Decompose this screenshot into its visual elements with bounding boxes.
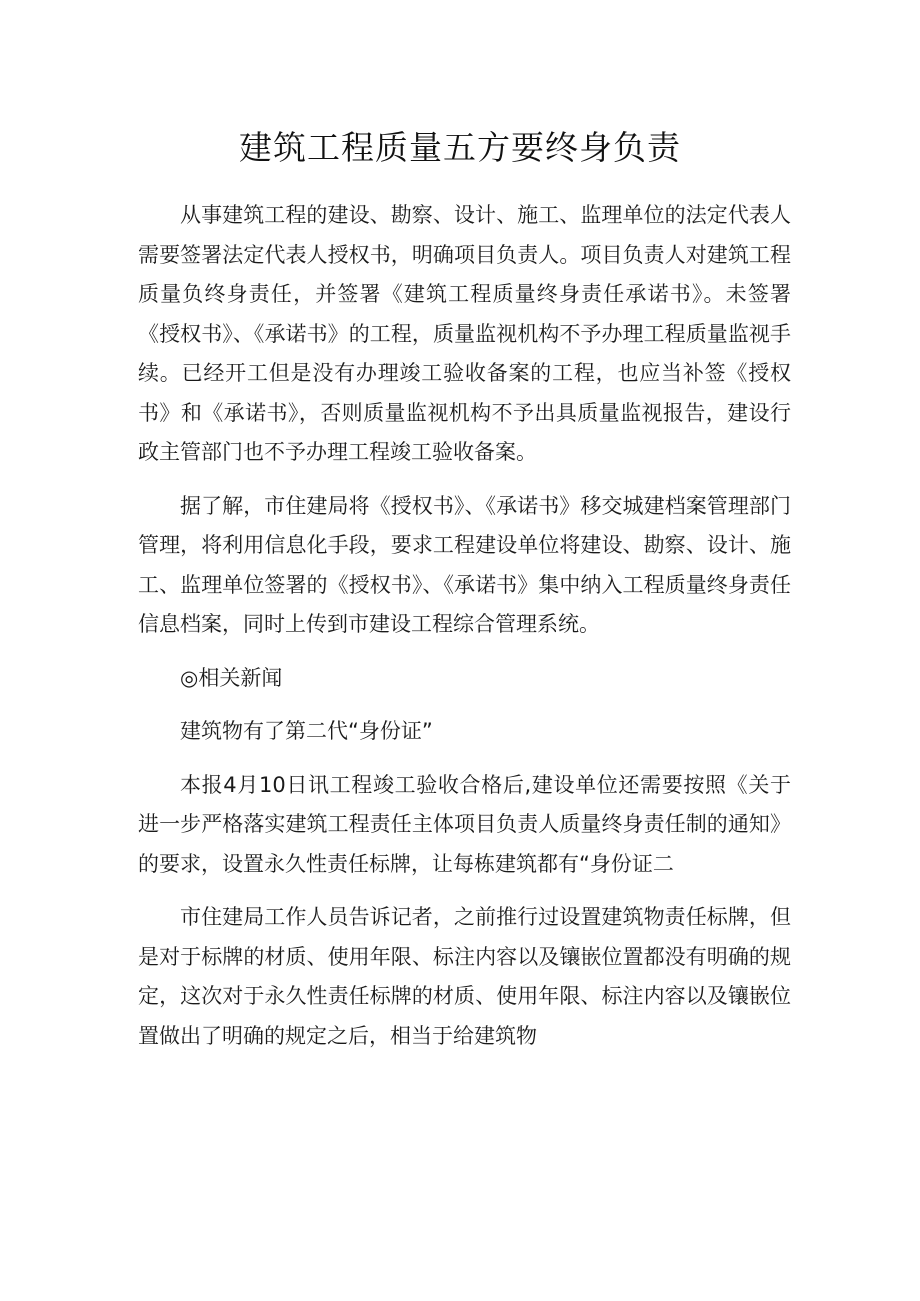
related-news-heading: ◎相关新闻 xyxy=(180,665,283,690)
paragraph-news-report: 本报4月10日讯工程竣工验收合格后,建设单位还需要按照《关于进一步严格落实建筑工程责任主体项目负责人质量终身责任制的通知》的要求，设置永久性责任标牌，让每栋建筑都有“身份证二 xyxy=(138,772,791,876)
paragraph-archives: 据了解，市住建局将《授权书》、《承诺书》移交城建档案管理部门管理，将利用信息化手段，要求工程建设单位将建设、勘察、设计、施工、监理单位签署的《授权书》、《承诺书》集中纳入工程质量终身责任信息档案，同时上传到市建设工程综合管理系统。 xyxy=(138,493,791,636)
paragraph-staff-statement: 市住建局工作人员告诉记者，之前推行过设置建筑物责任标牌，但是对于标牌的材质、使用年限、标注内容以及镶嵌位置都没有明确的规定，这次对于永久性责任标牌的材质、使用年限、标注内容以及镶嵌位置做出了明确的规定之后，相当于给建筑物 xyxy=(138,905,791,1048)
news-headline: 建筑物有了第二代“身份证” xyxy=(180,719,433,743)
document-body xyxy=(138,196,791,1070)
paragraph-responsibility: 从事建筑工程的建设、勘察、设计、施工、监理单位的法定代表人需要签署法定代表人授权书，明确项目负责人。项目负责人对建筑工程质量负终身责任，并签署《建筑工程质量终身责任承诺书》。未签署《授权书》、《承诺书》的工程，质量监视机构不予办理工程质量监视手续。已经开工但是没有办理竣工验收备案的工程，也应当补签《授权书》和《承诺书》，否则质量监视机构不予出具质量监视报告，建设行政主管部门也不予办理工程竣工验收备案。 xyxy=(138,203,791,464)
document-title: 建筑工程质量五方要终身负责 xyxy=(239,128,681,167)
